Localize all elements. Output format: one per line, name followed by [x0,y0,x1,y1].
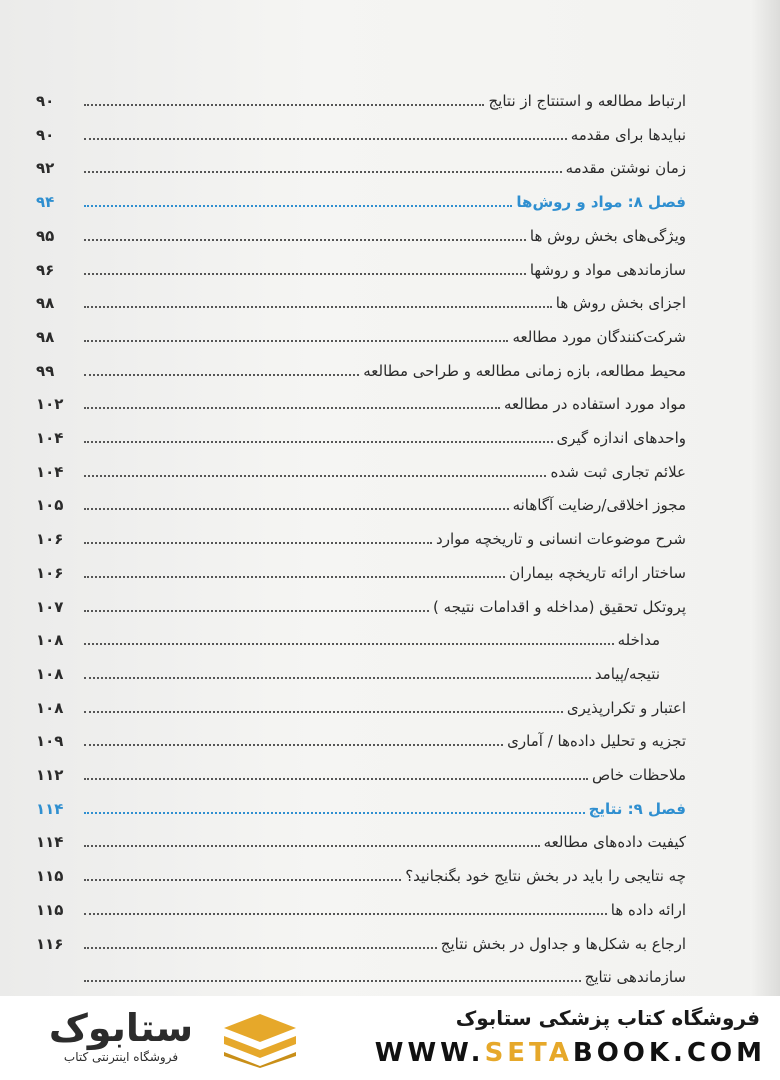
toc-entry [36,251,686,281]
store-name: فروشگاه کتاب پزشکی ستابوک [455,1006,760,1030]
toc-leader-dots [84,171,562,173]
toc-title: ساختار ارائه تاریخچه بیماران [509,563,686,582]
toc-leader-dots [84,677,591,679]
url-prefix: WWW. [374,1038,485,1068]
toc-title: مواد مورد استفاده در مطالعه [503,395,686,414]
toc-title: سازماندهی نتایج [584,968,686,987]
toc-entry [36,891,686,921]
toc-title: ویژگی‌های بخش روش ها [529,226,686,245]
toc-entry [36,621,686,651]
toc-leader-dots [84,879,401,881]
toc-title: علائم تجاری ثبت شده [550,462,686,481]
toc-entry [36,116,686,146]
toc-page-number: ۹۶ [36,260,55,279]
toc-leader-dots [84,104,484,106]
toc-leader-dots [84,812,585,814]
toc-page-number: ۱۰۵ [36,496,64,515]
toc-page-number: ۱۱۲ [36,766,64,784]
toc-entry [36,82,686,112]
toc-title: چه نتایجی را باید در بخش نتایج خود بگنجانید؟ [405,867,686,886]
toc-entry [36,318,686,348]
toc-page-number: ۱۱۶ [36,934,64,953]
toc-entry [36,453,686,483]
toc-page-number: ۹۹ [36,361,55,380]
toc-page-number: ۱۰۸ [36,664,64,683]
toc-entry [36,655,686,685]
toc-page-number: ۱۰۷ [36,597,64,616]
toc-title: شرح موضوعات انسانی و تاریخچه موارد [436,530,686,549]
book-stack-logo-icon [220,1010,300,1068]
toc-title: تجزیه و تحلیل داده‌ها / آماری [507,732,686,751]
toc-leader-dots [84,340,508,342]
toc-page-number: ۹۸ [36,294,55,313]
toc-leader-dots [84,913,607,915]
toc-entry [36,588,686,618]
toc-entry [36,385,686,415]
toc-title: زمان نوشتن مقدمه [565,159,686,178]
url-suffix: BOOK.COM [572,1038,766,1068]
store-url[interactable] [375,1038,766,1068]
toc-page-number: ۹۸ [36,327,55,346]
toc-leader-dots [84,744,503,746]
toc-title: واحدهای اندازه گیری [556,429,686,447]
toc-page-number: ۹۰ [36,92,55,110]
toc-page-number: ۱۱۴ [36,799,64,818]
toc-leader-dots [84,475,546,477]
toc-entry [36,486,686,516]
logo-wordmark: ستابوک [48,1006,194,1050]
toc-page-number: ۱۰۴ [36,462,64,481]
toc-page-number: ۱۰۸ [36,631,64,650]
toc-entry [36,756,686,786]
toc-leader-dots [84,542,432,544]
toc-page-number: ۱۱۵ [36,900,64,919]
toc-leader-dots [84,845,540,847]
toc-page-number: ۱۰۶ [36,530,64,549]
toc-leader-dots [84,778,588,780]
toc-title: محیط مطالعه، بازه زمانی مطالعه و طراحی مطالعه [363,361,686,380]
toc-title: پروتکل تحقیق (مداخله و اقدامات نتیجه ) [433,597,686,616]
toc-entry [36,823,686,853]
toc-entry [36,689,686,719]
toc-page-number: ۹۰ [36,125,55,144]
toc-entry [36,722,686,752]
toc-leader-dots [84,138,567,140]
toc-entry [36,352,686,382]
toc-leader-dots [84,980,581,982]
toc-entry [36,925,686,955]
toc-title: سازماندهی مواد و روشها [529,260,686,279]
toc-title: نتیجه/پیامد [594,664,660,683]
toc-entry [36,419,686,449]
toc-chapter-heading [36,183,686,213]
toc-entry [36,217,686,247]
toc-page-number: ۱۰۲ [36,395,64,414]
toc-entry [36,520,686,550]
store-logo [36,1006,206,1072]
toc-title: ارجاع به شکل‌ها و جداول در بخش نتایج [440,934,686,953]
toc-entry [36,149,686,179]
toc-page-number: ۱۰۹ [36,732,64,751]
toc-page-number: ۹۴ [36,193,55,212]
toc-leader-dots [84,407,500,409]
toc-title: فصل ۸: مواد و روش‌ها [516,193,686,212]
toc-entry [36,857,686,887]
toc-entry [36,554,686,584]
toc-page-number: ۱۰۶ [36,563,64,582]
toc-title: شرکت‌کنندگان مورد مطالعه [512,327,686,346]
toc-page-number: ۹۲ [36,159,55,178]
logo-subtitle: فروشگاه اینترنتی کتاب [63,1050,179,1064]
toc-leader-dots [84,610,429,612]
toc-page-number: ۱۰۴ [36,429,64,447]
toc-title: فصل ۹: نتایج [588,799,686,818]
toc-title: نبایدها برای مقدمه [570,125,686,144]
toc-page-number: ۹۵ [36,226,55,245]
toc-page-number: ۱۰۸ [36,698,64,717]
toc-title: اجزای بخش روش ها [555,294,686,313]
toc-leader-dots [84,273,526,275]
toc-leader-dots [84,441,553,443]
toc-leader-dots [84,205,512,207]
toc-entry [36,958,686,988]
toc-leader-dots [84,306,552,308]
toc-title: مجوز اخلاقی/رضایت آگاهانه [512,496,686,515]
toc-title: ارائه داده ها [610,900,686,919]
toc-leader-dots [84,947,437,949]
toc-chapter-heading [36,790,686,820]
url-highlight: SETA [484,1038,573,1068]
toc-leader-dots [84,643,614,645]
toc-entry [36,284,686,314]
toc-title: اعتبار و تکرارپذیری [566,698,686,717]
toc-leader-dots [84,576,505,578]
store-footer-banner [0,996,780,1080]
toc-page-number: ۱۱۵ [36,867,64,886]
toc-title: ملاحظات خاص [592,766,686,784]
toc-title: مداخله [617,631,660,650]
toc-title: ارتباط مطالعه و استنتاج از نتایج [488,92,686,110]
toc-title: کیفیت داده‌های مطالعه [543,833,686,852]
toc-leader-dots [84,239,526,241]
toc-leader-dots [84,508,509,510]
toc-page-number: ۱۱۴ [36,833,64,852]
toc-leader-dots [84,711,563,713]
toc-leader-dots [84,374,359,376]
